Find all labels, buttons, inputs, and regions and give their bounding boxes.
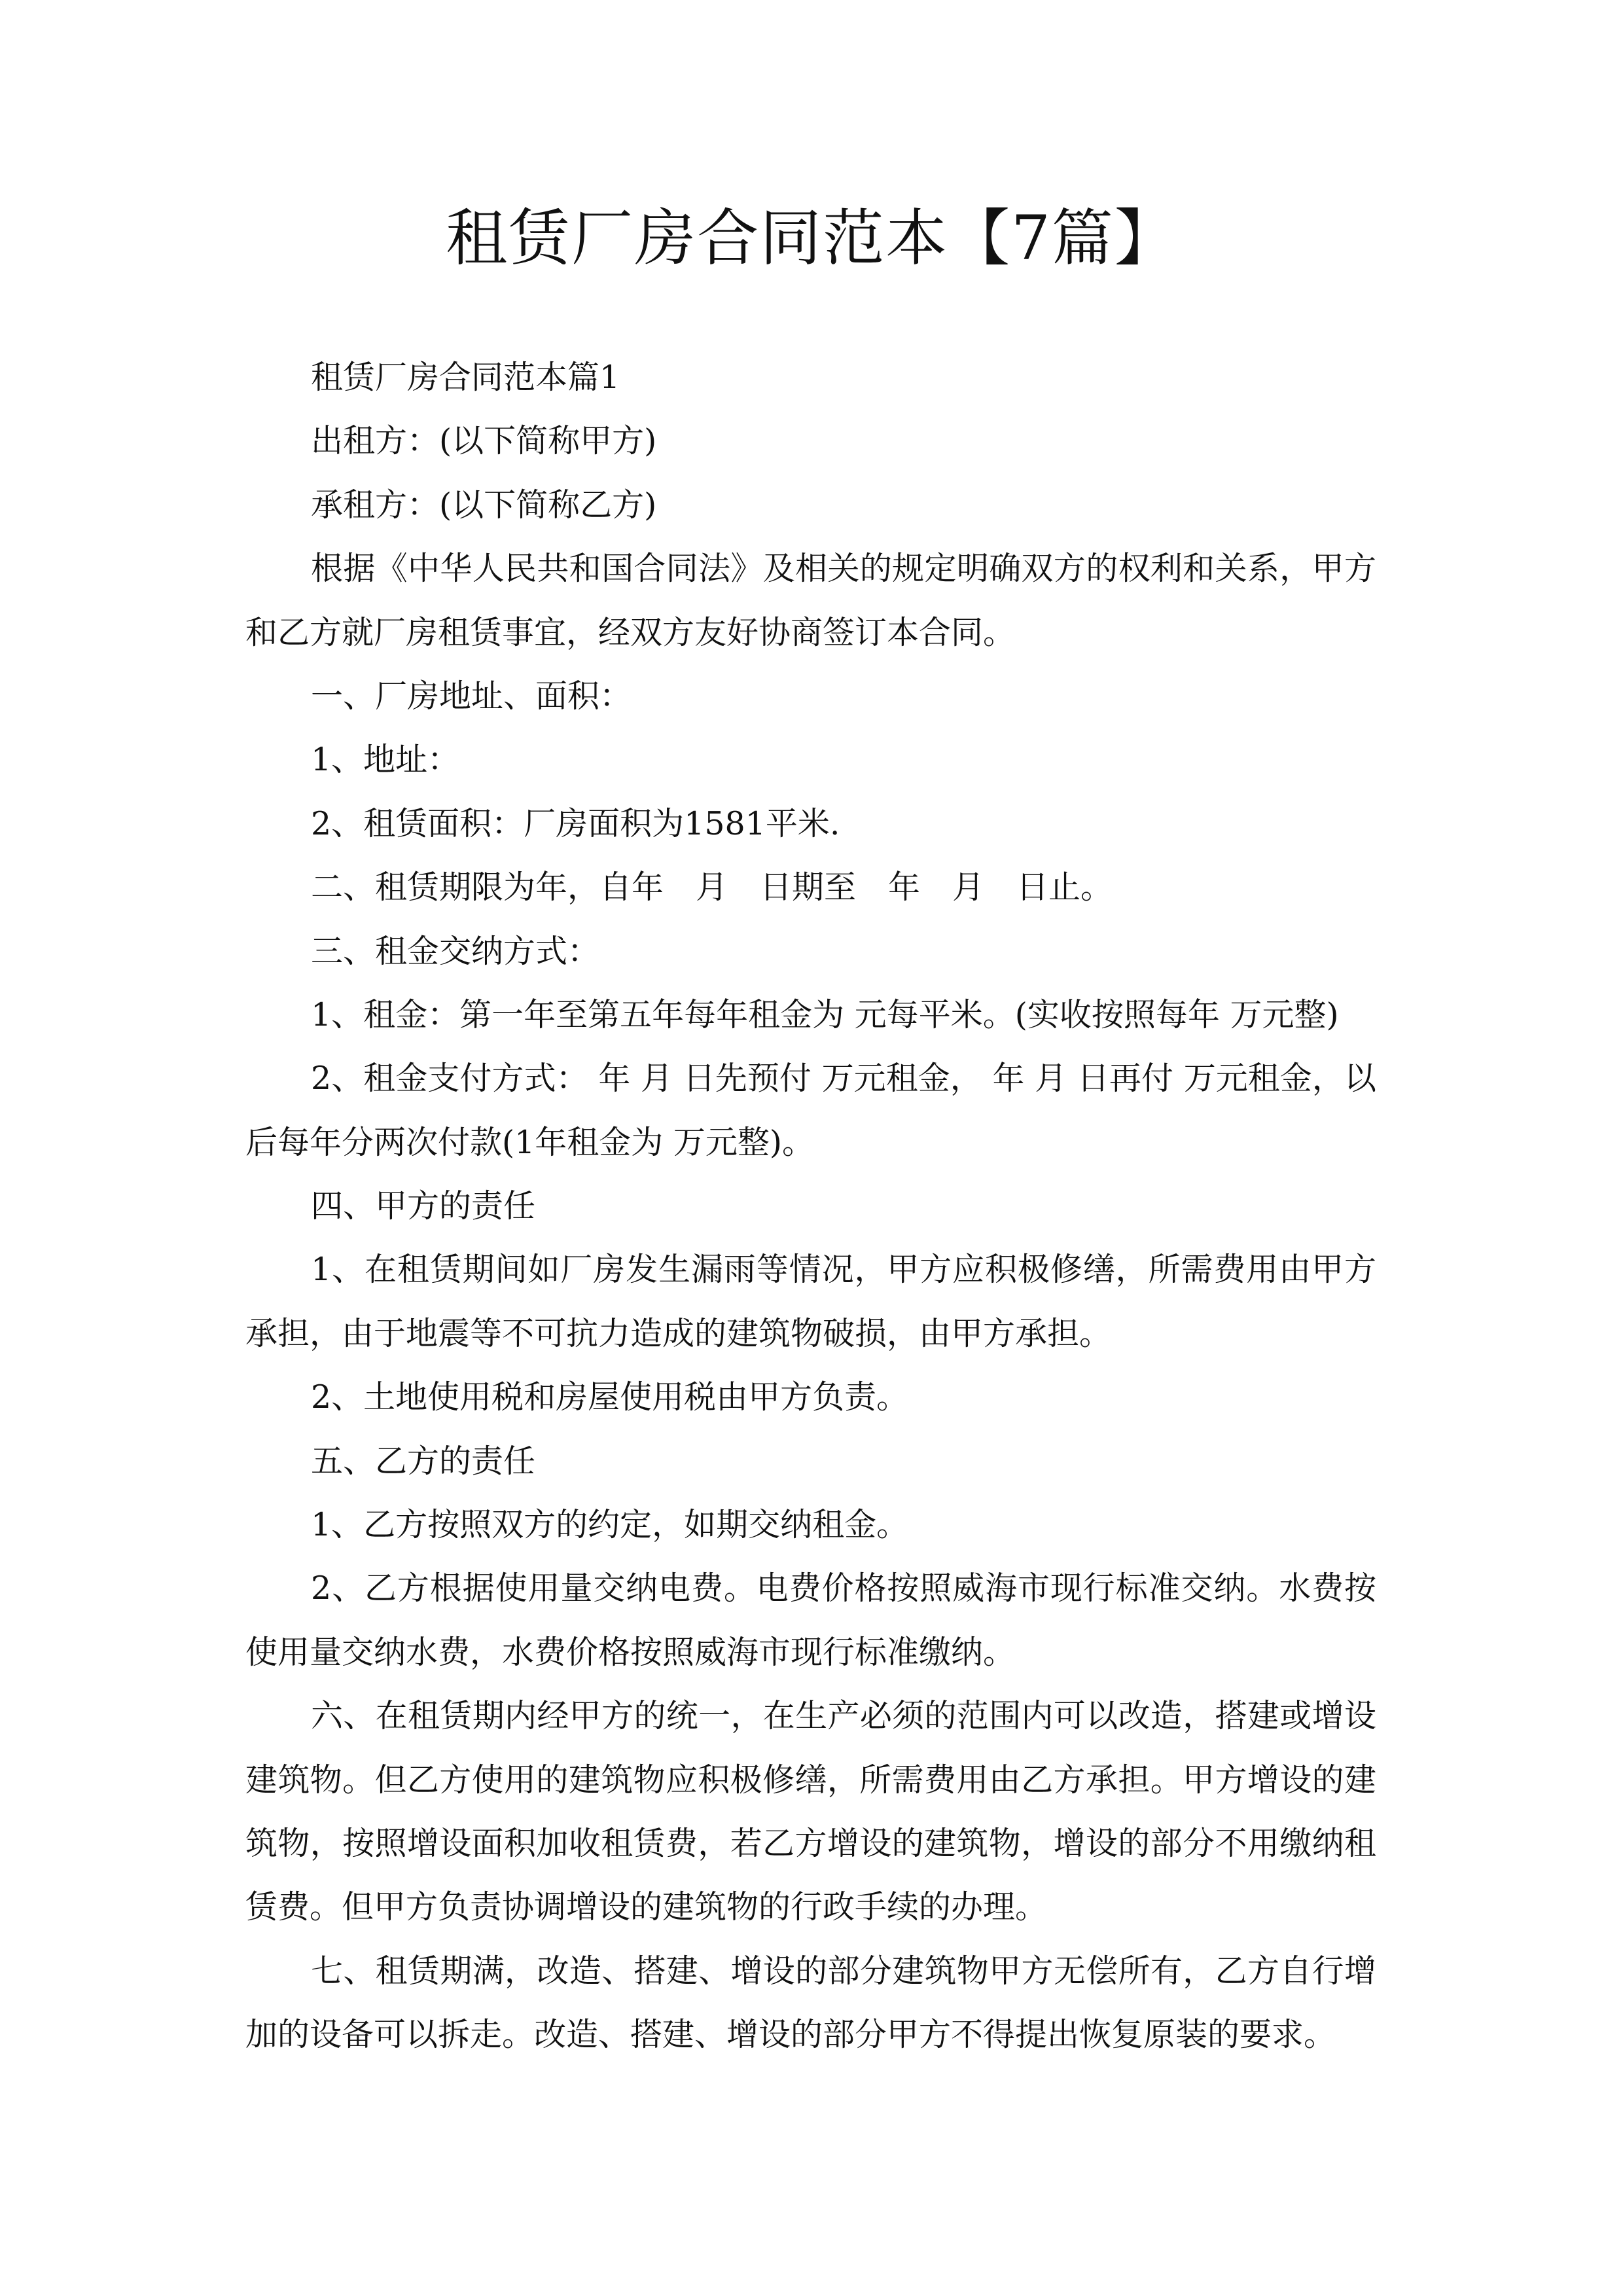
paragraph	[245, 1493, 1376, 1556]
paragraph	[245, 1939, 1376, 2067]
paragraph-line: 二、租赁期限为年，自年 月 日期至 年 月 日止。	[311, 869, 1113, 906]
paragraph	[245, 664, 1376, 728]
paragraph	[245, 409, 1376, 473]
paragraph	[245, 1556, 1376, 1684]
paragraph	[245, 728, 1376, 791]
paragraph-line: 五、乙方的责任	[311, 1442, 536, 1480]
paragraph	[245, 537, 1376, 664]
paragraph-line: 承担，由于地震等不可抗力造成的建筑物破损，由甲方承担。	[245, 1314, 1112, 1352]
paragraph-line: 后每年分两次付款(1年租金为 万元整)。	[245, 1123, 814, 1161]
paragraph-line: 2、租赁面积：厂房面积为1581平米.	[311, 804, 840, 842]
paragraph-line: 2、乙方根据使用量交纳电费。电费价格按照威海市现行标准交纳。水费按	[311, 1570, 1376, 1607]
document-title: 租赁厂房合同范本【7篇】	[446, 203, 1177, 274]
paragraph-line: 1、租金：第一年至第五年每年租金为 元每平米。(实收按照每年 万元整)	[311, 996, 1339, 1033]
paragraph-line: 根据《中华人民共和国合同法》及相关的规定明确双方的权利和关系，甲方	[311, 550, 1376, 588]
paragraph	[245, 1238, 1376, 1365]
paragraph-line: 和乙方就厂房租赁事宜，经双方友好协商签订本合同。	[245, 613, 1016, 651]
paragraph	[245, 855, 1376, 919]
paragraph-line: 1、在租赁期间如厂房发生漏雨等情况，甲方应积极修缮，所需费用由甲方	[311, 1251, 1376, 1289]
paragraph-line: 三、租金交纳方式：	[311, 932, 600, 970]
document-body	[245, 346, 1376, 2067]
paragraph	[245, 473, 1376, 537]
paragraph	[245, 1365, 1376, 1429]
paragraph-line: 2、土地使用税和房屋使用税由甲方负责。	[311, 1378, 909, 1416]
paragraph-line: 2、租金支付方式： 年 月 日先预付 万元租金， 年 月 日再付 万元租金，以	[311, 1060, 1376, 1098]
paragraph	[245, 1047, 1376, 1174]
paragraph-line: 赁费。但甲方负责协调增设的建筑物的行政手续的办理。	[245, 1888, 1048, 1926]
paragraph-line: 一、厂房地址、面积：	[311, 677, 632, 715]
paragraph-line: 筑物，按照增设面积加收租赁费，若乙方增设的建筑物，增设的部分不用缴纳租	[245, 1824, 1376, 1862]
paragraph	[245, 1684, 1376, 1939]
paragraph-line: 出租方：(以下简称甲方)	[311, 422, 657, 460]
paragraph	[245, 983, 1376, 1047]
paragraph	[245, 346, 1376, 409]
paragraph-line: 建筑物。但乙方使用的建筑物应积极修缮，所需费用由乙方承担。甲方增设的建	[245, 1761, 1376, 1799]
paragraph-line: 加的设备可以拆走。改造、搭建、增设的部分甲方不得提出恢复原装的要求。	[245, 2016, 1336, 2054]
paragraph-line: 使用量交纳水费，水费价格按照威海市现行标准缴纳。	[245, 1633, 1016, 1671]
paragraph-line: 1、地址：	[311, 741, 460, 779]
paragraph-line: 七、租赁期满，改造、搭建、增设的部分建筑物甲方无偿所有，乙方自行增	[311, 1952, 1376, 1990]
paragraph-line: 1、乙方按照双方的约定，如期交纳租金。	[311, 1506, 909, 1544]
paragraph	[245, 792, 1376, 855]
paragraph	[245, 920, 1376, 983]
paragraph-line: 六、在租赁期内经甲方的统一，在生产必须的范围内可以改造，搭建或增设	[311, 1697, 1376, 1735]
paragraph-line: 四、甲方的责任	[311, 1187, 536, 1225]
paragraph	[245, 1174, 1376, 1238]
paragraph-line: 租赁厂房合同范本篇1	[311, 359, 620, 396]
paragraph-line: 承租方：(以下简称乙方)	[311, 486, 657, 524]
paragraph	[245, 1429, 1376, 1493]
